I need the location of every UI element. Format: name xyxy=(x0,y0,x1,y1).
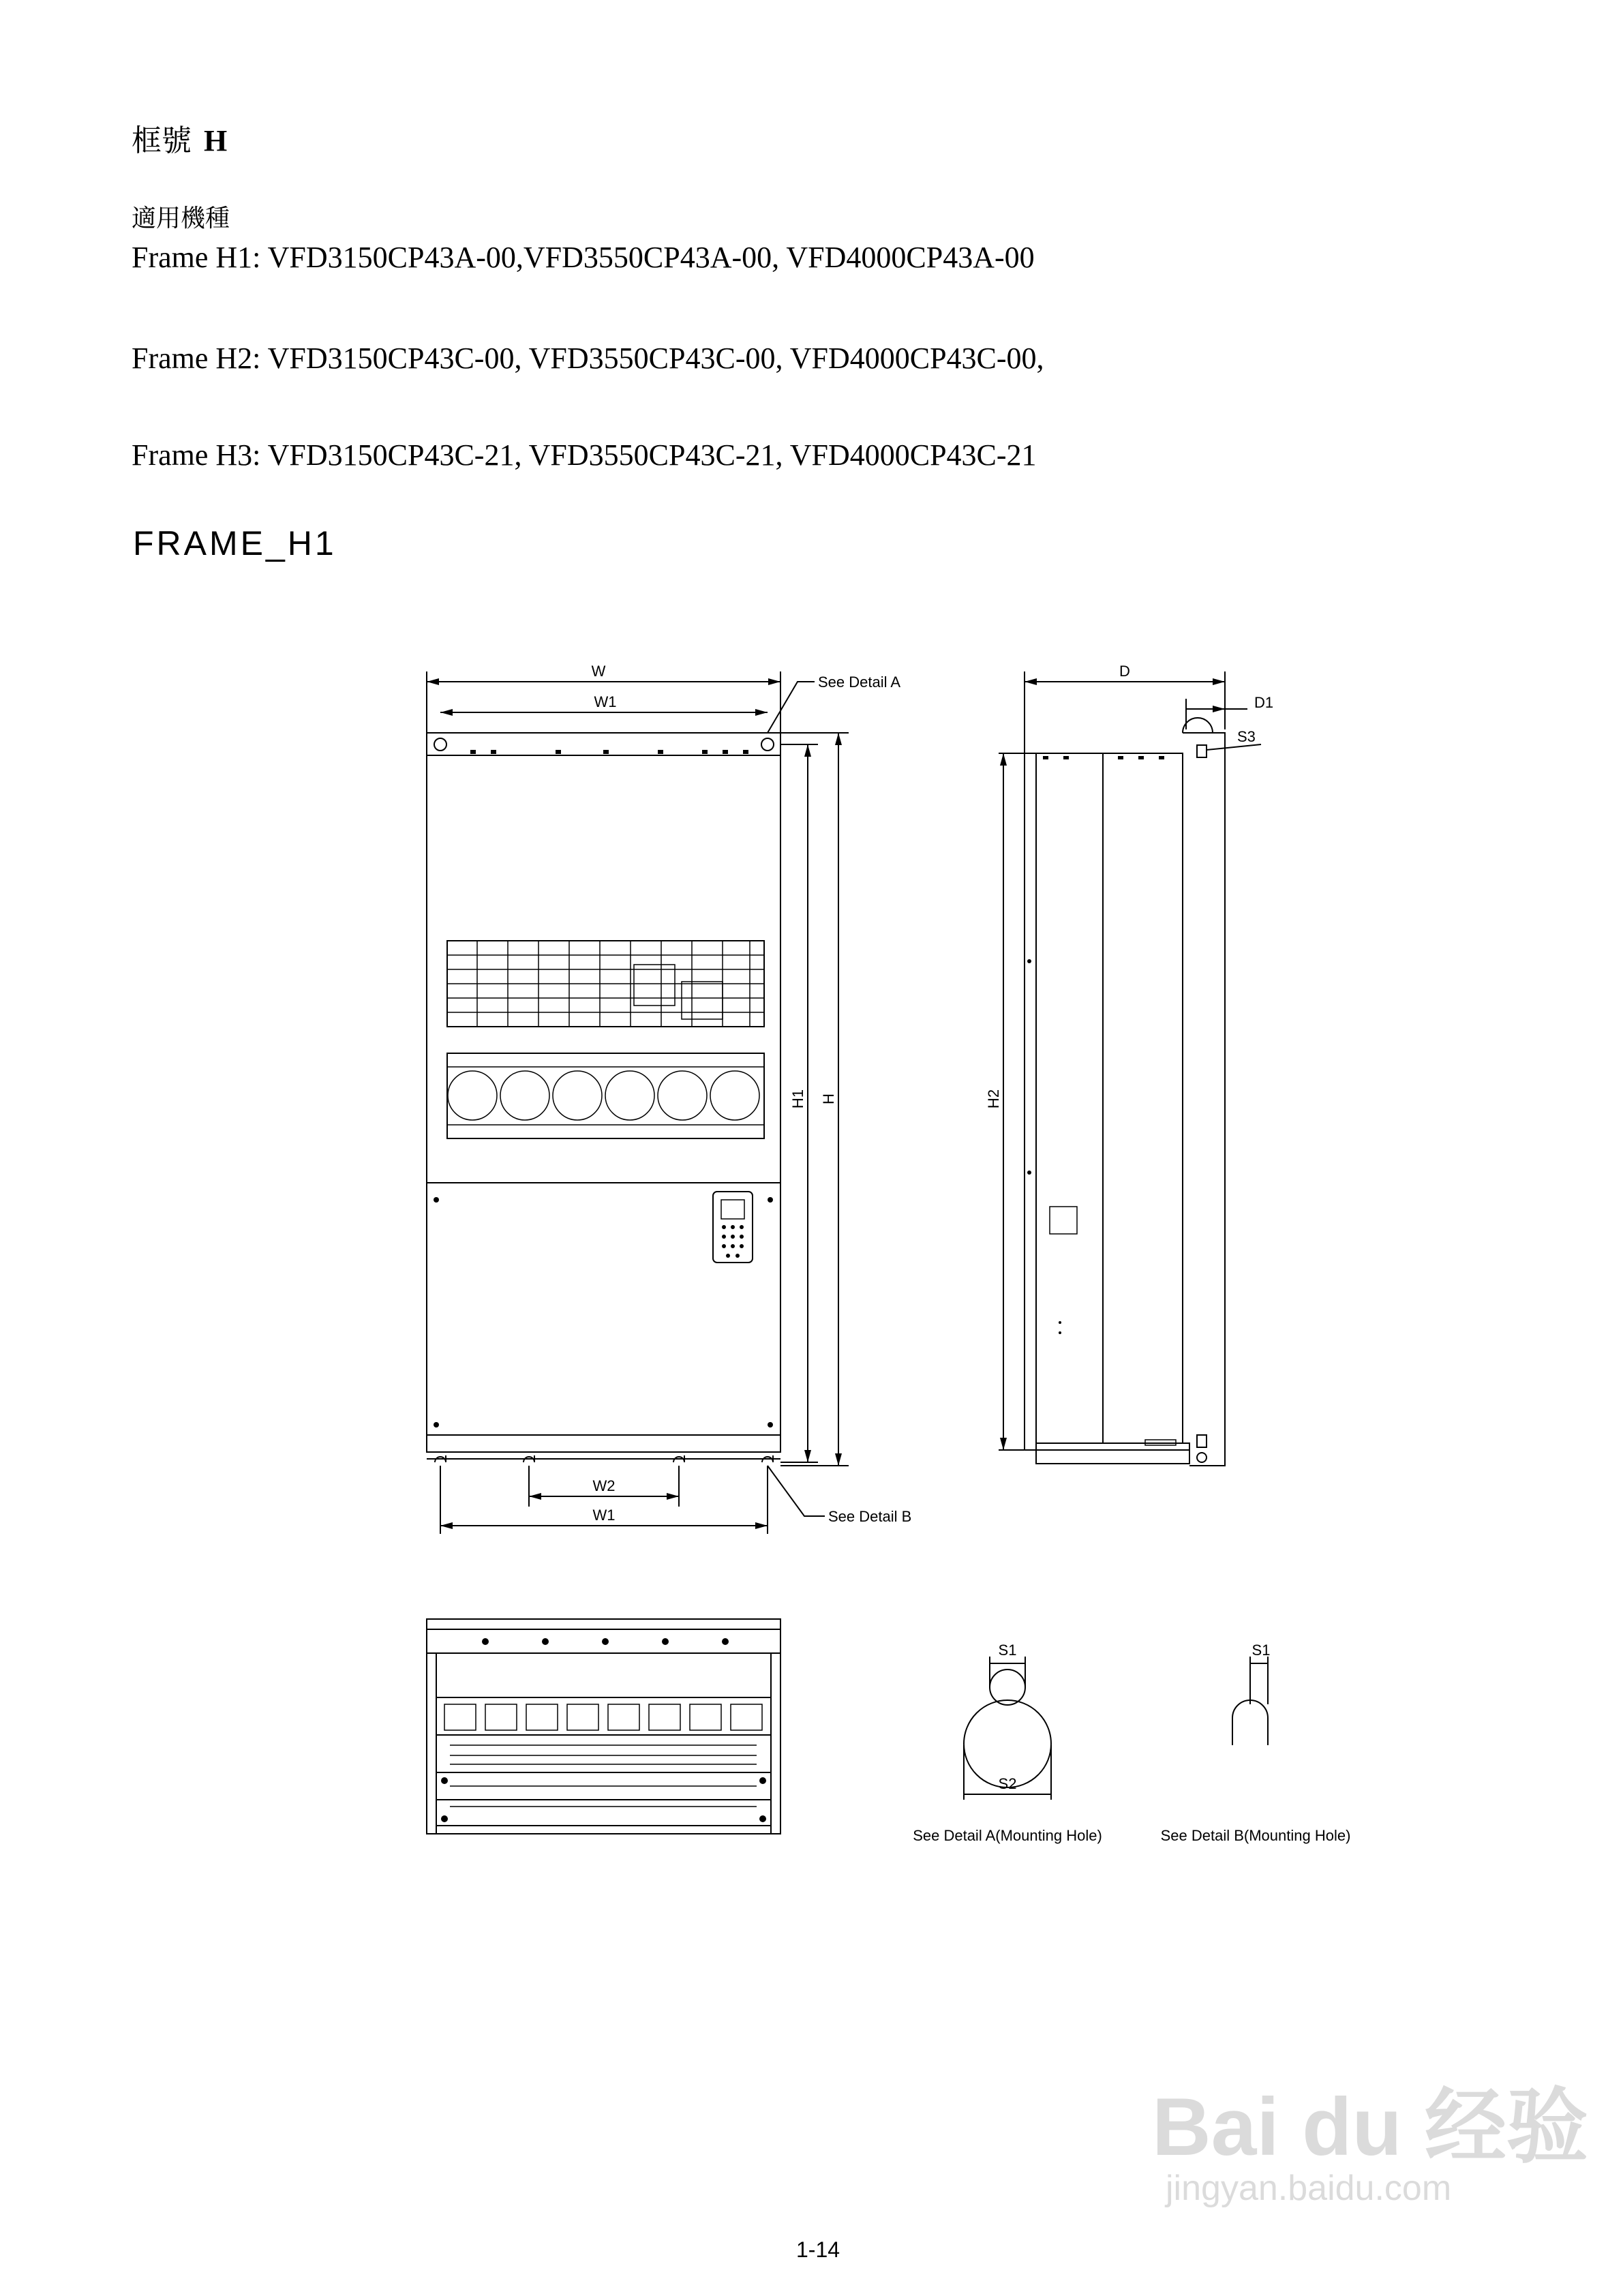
dim-label-h2: H2 xyxy=(985,1089,1002,1109)
watermark-url: jingyan.baidu.com xyxy=(1166,2169,1452,2208)
detail-b-caption: See Detail B(Mounting Hole) xyxy=(1160,1827,1351,1844)
dim-label-s3: S3 xyxy=(1237,728,1256,745)
page-number: 1-14 xyxy=(796,2237,840,2262)
model-line-h2: Frame H2: VFD3150CP43C-00, VFD3550CP43C-00, VFD4000CP43C-00, xyxy=(132,342,1044,375)
dim-label-s1-detail-a: S1 xyxy=(998,1642,1017,1659)
dim-label-h1: H1 xyxy=(789,1089,806,1109)
detail-b xyxy=(1161,1642,1351,1844)
dim-label-w1-top: W1 xyxy=(594,693,617,710)
frame-title: FRAME_H1 xyxy=(133,524,337,562)
applicable-models-label: 適用機種 xyxy=(132,205,230,232)
dim-label-d: D xyxy=(1119,663,1130,680)
dim-label-w: W xyxy=(591,663,606,680)
watermark-brand: Bai du 经验 xyxy=(1152,2081,1589,2173)
bottom-view xyxy=(427,1619,780,1834)
baidu-watermark xyxy=(1152,2081,1589,2209)
dim-label-d1: D1 xyxy=(1254,694,1274,711)
detail-b-callout: See Detail B xyxy=(828,1508,912,1525)
detail-a-callout: See Detail A xyxy=(818,674,901,691)
dim-label-s2: S2 xyxy=(998,1775,1017,1792)
dim-label-s1-detail-b: S1 xyxy=(1252,1642,1271,1659)
side-view xyxy=(985,663,1273,1466)
heading-label: 框號 xyxy=(132,124,192,157)
detail-a xyxy=(913,1642,1102,1844)
dim-label-w1-bottom: W1 xyxy=(592,1507,616,1524)
front-view xyxy=(427,663,911,1534)
model-line-h1: Frame H1: VFD3150CP43A-00,VFD3550CP43A-00, VFD4000CP43A-00 xyxy=(132,241,1035,274)
dim-label-w2: W2 xyxy=(592,1477,616,1494)
dim-label-h: H xyxy=(820,1093,837,1104)
model-line-h3: Frame H3: VFD3150CP43C-21, VFD3550CP43C-21, VFD4000CP43C-21 xyxy=(132,438,1037,472)
detail-a-caption: See Detail A(Mounting Hole) xyxy=(913,1827,1102,1844)
heading-frame: H xyxy=(204,124,228,157)
